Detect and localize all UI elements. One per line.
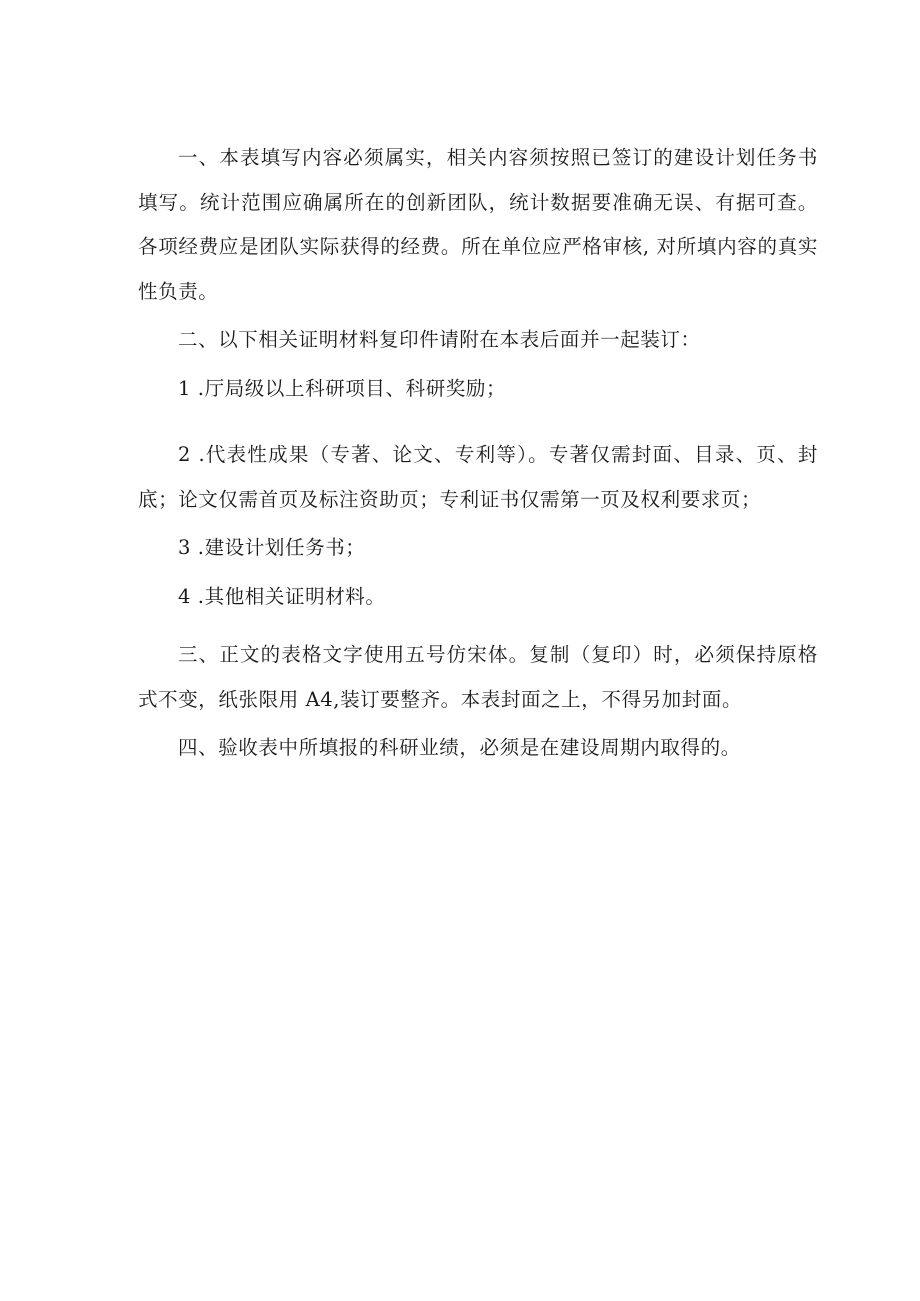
attachment-item-2: 2 .代表性成果（专著、论文、专利等）。专著仅需封面、目录、页、封底；论文仅需首页及标注资助页；专利证书仅需第一页及权利要求页； bbox=[138, 443, 818, 511]
instruction-paragraph-4: 四、验收表中所填报的科研业绩，必须是在建设周期内取得的。 bbox=[178, 736, 741, 759]
attachment-item-4: 4 .其他相关证明材料。 bbox=[178, 584, 386, 608]
instructions-section bbox=[138, 136, 818, 771]
attachment-item-3: 3 .建设计划任务书； bbox=[178, 536, 366, 559]
attachment-item-1: 1 .厅局级以上科研项目、科研奖励； bbox=[178, 376, 507, 400]
instruction-paragraph-1: 一、本表填写内容必须属实，相关内容须按照已签订的建设计划任务书填写。统计范围应确属所在的创新团队，统计数据要准确无误、有据可查。各项经费应是团队实际获得的经费。所在单位应严格审核, 对所填内容的真实性负责。 bbox=[138, 146, 818, 303]
instruction-paragraph-3: 三、正文的表格文字使用五号仿宋体。复制（复印）时，必须保持原格式不变，纸张限用 A4,装订要整齐。本表封面之上，不得另加封面。 bbox=[138, 643, 818, 711]
instruction-paragraph-2: 二、以下相关证明材料复印件请附在本表后面并一起装订： bbox=[178, 328, 701, 351]
